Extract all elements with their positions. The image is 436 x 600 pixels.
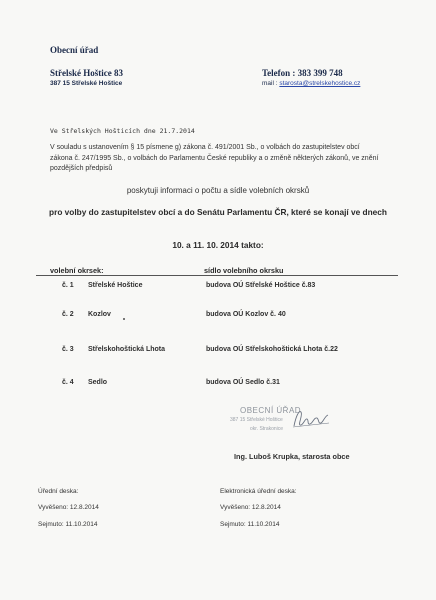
stamp-title: OBECNÍ ÚŘAD — [240, 406, 302, 415]
district-seat: budova OÚ Střelskohoštická Lhota č.22 — [206, 346, 338, 353]
district-number: č. 2 — [62, 311, 74, 318]
table-row — [0, 346, 436, 358]
electronic-board-posted: Vyvěšeno: 12.8.2014 — [220, 504, 281, 511]
intro-paragraph: V souladu s ustanovením § 15 písmene g) zákona č. 491/2001 Sb., o volbách do zastupitelstev obcí zákona č. 247/1995 Sb., o volbách do Parlamentu České republiky a o změně některých zákonů, ve znění pozdějších předpisů — [50, 144, 379, 172]
table-row — [0, 379, 436, 391]
district-seat: budova OÚ Kozlov č. 40 — [206, 311, 286, 318]
stamp-address: 387 15 Střelské Hoštice — [230, 417, 283, 423]
signer-name: Ing. Luboš Krupka, starosta obce — [234, 452, 350, 461]
district-seat: budova OÚ Sedlo č.31 — [206, 379, 280, 386]
election-dates: 10. a 11. 10. 2014 takto: — [172, 240, 264, 250]
office-title: Obecní úřad — [50, 45, 99, 55]
column-header-district: volební okrsek: — [50, 266, 104, 275]
column-header-seat: sídlo volebního okrsku — [204, 266, 284, 275]
table-row — [0, 282, 436, 294]
district-name: Střelské Hoštice — [88, 282, 143, 289]
handwritten-signature — [290, 406, 332, 432]
district-name: Kozlov — [88, 311, 111, 318]
electronic-board-removed: Sejmuto: 11.10.2014 — [220, 521, 280, 528]
official-board-label: Úřední deska: — [38, 488, 79, 495]
district-number: č. 1 — [62, 282, 74, 289]
office-name: Střelské Hoštice 83 — [50, 68, 123, 78]
phone-number: Telefon : 383 399 748 — [262, 68, 343, 78]
official-board-posted: Vyvěšeno: 12.8.2014 — [38, 504, 99, 511]
mail-label: mail : — [262, 80, 280, 87]
dateline: Ve Střelských Hošticích dne 21.7.2014 — [50, 127, 195, 135]
mail-line — [262, 80, 360, 87]
mail-link[interactable]: starosta@strelskehostice.cz — [279, 80, 361, 87]
electronic-board-label: Elektronická úřední deska: — [220, 488, 297, 495]
district-seat: budova OÚ Střelské Hoštice č.83 — [206, 282, 316, 289]
office-address: 387 15 Střelské Hoštice — [50, 80, 123, 87]
table-row — [0, 311, 436, 323]
district-number: č. 4 — [62, 379, 74, 386]
district-name: Střelskohoštická Lhota — [88, 346, 166, 353]
district-name: Sedlo — [88, 379, 108, 386]
election-purpose: pro volby do zastupitelstev obcí a do Senátu Parlamentu ČR, které se konají ve dnech — [49, 207, 387, 217]
table-divider — [36, 275, 398, 276]
official-board-removed: Sejmuto: 11.10.2014 — [38, 521, 98, 528]
scan-speck — [123, 318, 125, 320]
district-number: č. 3 — [62, 346, 74, 353]
announcement: poskytuji informaci o počtu a sídle volebních okrsků — [126, 186, 310, 195]
stamp-district: okr. Strakonice — [250, 426, 284, 432]
